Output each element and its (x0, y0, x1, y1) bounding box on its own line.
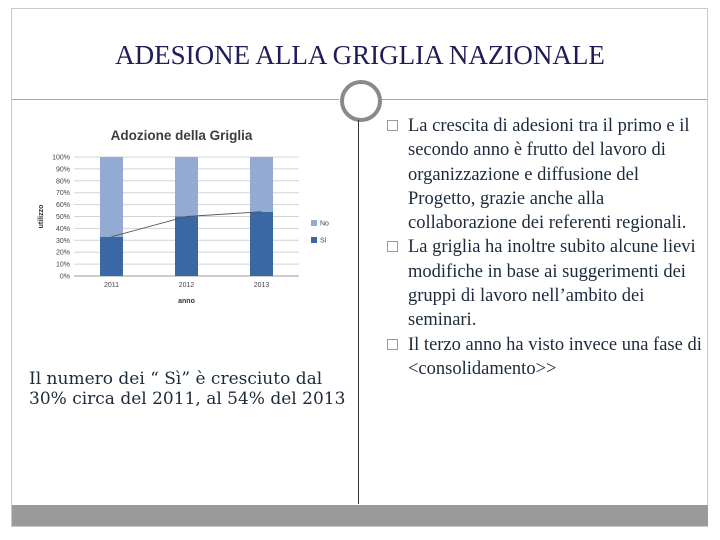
x-tick-label: 2011 (103, 282, 120, 289)
y-tick-label: 30% (55, 237, 70, 245)
bullet-item (387, 114, 707, 235)
y-tick-label: 50% (55, 214, 70, 221)
y-tick-label: 40% (55, 225, 70, 233)
bullet-square-icon (387, 241, 398, 252)
title-divider-left (12, 99, 339, 100)
bar-no (100, 157, 123, 237)
bar-no (250, 157, 273, 212)
bullet-text: La crescita di adesioni tra il primo e il secondo anno è frutto del lavoro di organizzazione e diffusione del Progetto, grazie anche alla collaborazione dei referenti regionali. (408, 116, 690, 234)
bullet-square-icon (387, 339, 398, 350)
y-tick-label: 10% (55, 261, 70, 269)
y-tick-label: 0% (59, 273, 70, 281)
chart-caption: Il numero dei “ Sì” è cresciuto dal 30% circa del 2011, al 54% del 2013 (29, 369, 346, 409)
bullet-item (387, 235, 707, 332)
chart-title: Adozione della Griglia (110, 128, 253, 143)
bullet-square-icon (387, 120, 398, 131)
bullet-item (387, 333, 707, 382)
y-tick-label: 80% (55, 178, 70, 186)
column-divider (358, 120, 359, 504)
footer-bar (12, 505, 708, 526)
adoption-chart-svg (29, 119, 356, 319)
adoption-chart (29, 119, 356, 319)
y-tick-label: 70% (55, 190, 70, 198)
bar-si (175, 217, 198, 277)
slide-title: ADESIONE ALLA GRIGLIA NAZIONALE (115, 40, 605, 70)
x-tick-label: 2013 (253, 282, 270, 289)
bullet-list (387, 114, 707, 381)
bullet-text: La griglia ha inoltre subito alcune lievi modifiche in base ai suggerimenti dei gruppi di lavoro nell’ambito dei seminari. (408, 237, 696, 331)
y-tick-label: 100% (52, 154, 70, 162)
bar-si (100, 237, 123, 276)
y-axis-label: utilizzo (38, 204, 45, 229)
y-tick-label: 90% (55, 166, 70, 174)
legend-label: No (320, 220, 329, 228)
bar-no (175, 157, 198, 217)
x-axis-label: anno (178, 298, 195, 305)
y-tick-label: 60% (55, 202, 70, 210)
bar-si (250, 212, 273, 276)
divider-circle-ornament (340, 80, 382, 122)
x-tick-label: 2012 (178, 282, 195, 289)
title-divider-right (380, 99, 707, 100)
legend-label: Sì (320, 237, 327, 245)
legend-swatch (311, 220, 317, 226)
bullet-text: Il terzo anno ha visto invece una fase di <consolidamento>> (408, 334, 702, 379)
y-tick-label: 20% (55, 249, 70, 257)
legend-swatch (311, 237, 317, 243)
